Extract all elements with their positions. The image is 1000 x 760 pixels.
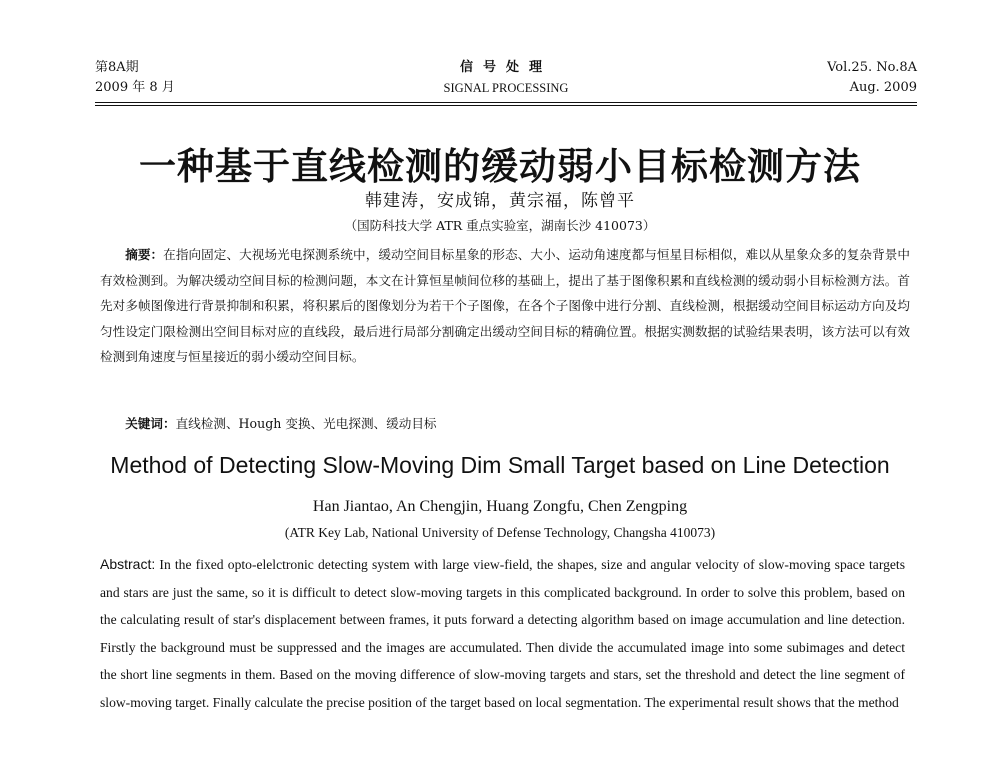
header-rule-bottom	[95, 105, 917, 106]
authors-en: Han Jiantao, An Chengjin, Huang Zongfu, Chen Zengping	[312, 498, 688, 515]
abstract-en-text: In the fixed opto-elelctronic detecting system with large view-field, the shapes, size and angular velocity of slow-moving space targets and stars are just the same, so it is difficult to detect slow-moving targets in this complicated background. In order to solve this problem, based on the calculating result of star's displacement between frames, it puts forward a detecting algorithm based on image accumulation and line detection. Firstly the background must be suppressed and the images are accumulated. Then divide the accumulated image into some subimages and detect the short line segments in them. Based on the moving difference of slow-moving targets and stars, set the threshold and detect the line segment of slow-moving target. Finally calculate the precise position of the target based on local segmentation. The experimental result shows that the method	[100, 557, 905, 710]
abstract-en	[100, 551, 905, 716]
journal-name-zh: 信号处理	[459, 60, 552, 75]
abstract-en-label: Abstract:	[100, 556, 156, 572]
keywords-zh-label: 关键词：	[125, 416, 176, 431]
journal-name-en: SIGNAL PROCESSING	[443, 81, 569, 95]
keywords-zh	[100, 411, 910, 436]
affiliation-en: (ATR Key Lab, National University of Defense Technology, Changsha 410073)	[284, 525, 716, 540]
issue-date-en: Aug. 2009	[849, 80, 917, 95]
page-header	[95, 60, 917, 104]
abstract-zh-label: 摘要：	[125, 247, 164, 262]
affiliation-zh: （国防科技大学 ATR 重点实验室，湖南长沙 410073）	[344, 218, 656, 233]
header-rule-top	[95, 102, 917, 103]
abstract-zh	[100, 242, 910, 370]
issue-number: 第8A期	[95, 60, 139, 75]
keywords-zh-text: 直线检测、Hough 变换、光电探测、缓动目标	[175, 416, 437, 431]
volume-info: Vol.25. No.8A	[827, 60, 917, 75]
paper-title-zh: 一种基于直线检测的缓动弱小目标检测方法	[139, 145, 861, 188]
abstract-zh-text: 在指向固定、大视场光电探测系统中，缓动空间目标星象的形态、大小、运动角速度都与恒星目标相似，难以从星象众多的复杂背景中有效检测到。为解决缓动空间目标的检测问题，本文在计算恒星帧间位移的基础上，提出了基于图像积累和直线检测的缓动弱小目标检测方法。首先对多帧图像进行背景抑制和积累，将积累后的图像划分为若干个子图像，在各个子图像中进行分割、直线检测，根据缓动空间目标运动方向及均匀性设定门限检测出空间目标对应的直线段，最后进行局部分割确定出缓动空间目标的精确位置。根据实测数据的试验结果表明，该方法可以有效检测到角速度与恒星接近的弱小缓动空间目标。	[100, 247, 911, 364]
authors-zh: 韩建涛，安成锦，黄宗福，陈曾平	[365, 191, 635, 211]
paper-title-en: Method of Detecting Slow-Moving Dim Small Target based on Line Detection	[110, 452, 890, 478]
issue-date-zh: 2009 年 8 月	[95, 80, 175, 95]
